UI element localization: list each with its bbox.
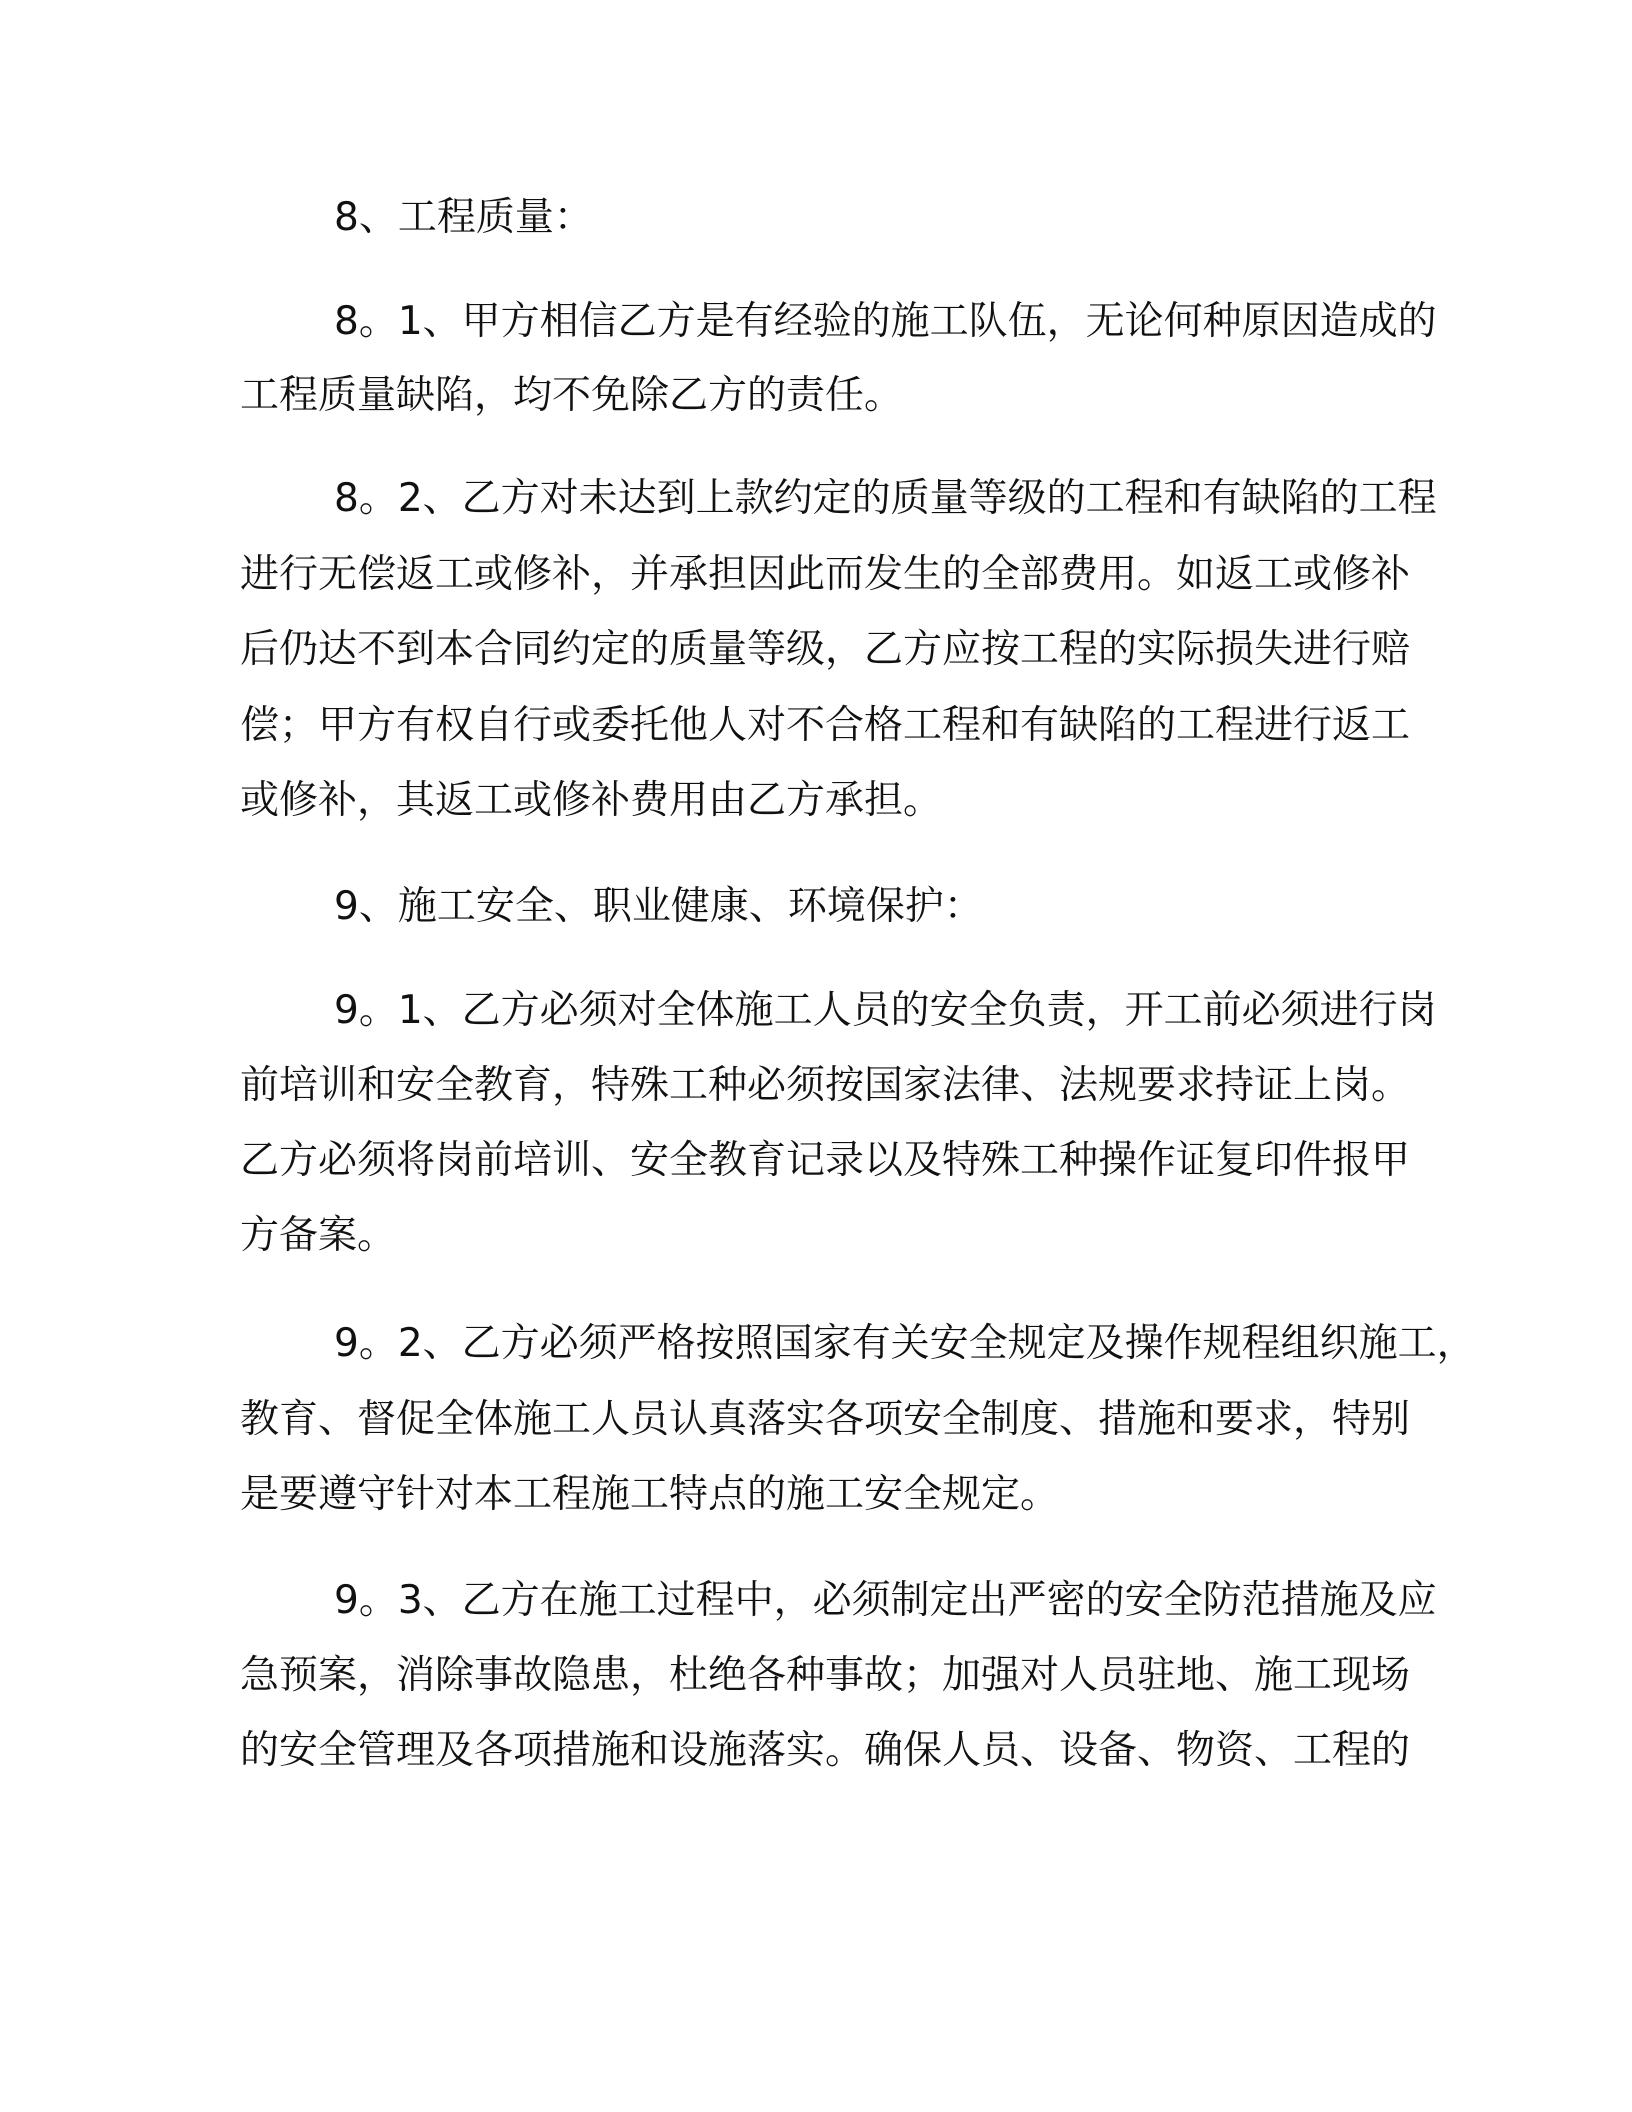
clause-9-1-line-4: 方备案。	[240, 1213, 397, 1258]
clause-9-1-line-3: 乙方必须将岗前培训、安全教育记录以及特殊工种操作证复印件报甲	[240, 1138, 1411, 1183]
clause-9-2-line-2: 教育、督促全体施工人员认真落实各项安全制度、措施和要求，特别	[240, 1397, 1411, 1442]
clause-8-2-line-3: 后仍达不到本合同约定的质量等级，乙方应按工程的实际损失进行赔	[240, 627, 1411, 672]
clause-8-2-line-4: 偿；甲方有权自行或委托他人对不合格工程和有缺陷的工程进行返工	[240, 703, 1411, 748]
section-heading-quality: 8、工程质量：	[334, 195, 593, 240]
section-heading-safety: 9、施工安全、职业健康、环境保护：	[334, 884, 983, 929]
clause-9-3-line-1: 9。3、乙方在施工过程中，必须制定出严密的安全防范措施及应	[334, 1578, 1437, 1623]
clause-9-3-line-2: 急预案，消除事故隐患，杜绝各种事故；加强对人员驻地、施工现场	[240, 1653, 1411, 1698]
clause-8-2-line-5: 或修补，其返工或修补费用由乙方承担。	[240, 778, 943, 823]
clause-9-3-line-3: 的安全管理及各项措施和设施落实。确保人员、设备、物资、工程的	[240, 1728, 1411, 1773]
clause-8-1-line-1: 8。1、甲方相信乙方是有经验的施工队伍，无论何种原因造成的	[334, 299, 1437, 344]
clause-8-2-line-2: 进行无偿返工或修补，并承担因此而发生的全部费用。如返工或修补	[240, 552, 1411, 597]
clause-9-2-line-3: 是要遵守针对本工程施工特点的施工安全规定。	[240, 1472, 1060, 1517]
clause-9-2-line-1: 9。2、乙方必须严格按照国家有关安全规定及操作规程组织施工，	[334, 1321, 1476, 1366]
clause-9-1-line-1: 9。1、乙方必须对全体施工人员的安全负责，开工前必须进行岗	[334, 988, 1437, 1033]
clause-8-1-line-2: 工程质量缺陷，均不免除乙方的责任。	[240, 373, 904, 418]
clause-8-2-line-1: 8。2、乙方对未达到上款约定的质量等级的工程和有缺陷的工程	[334, 476, 1437, 521]
clause-9-1-line-2: 前培训和安全教育，特殊工种必须按国家法律、法规要求持证上岗。	[240, 1063, 1411, 1108]
